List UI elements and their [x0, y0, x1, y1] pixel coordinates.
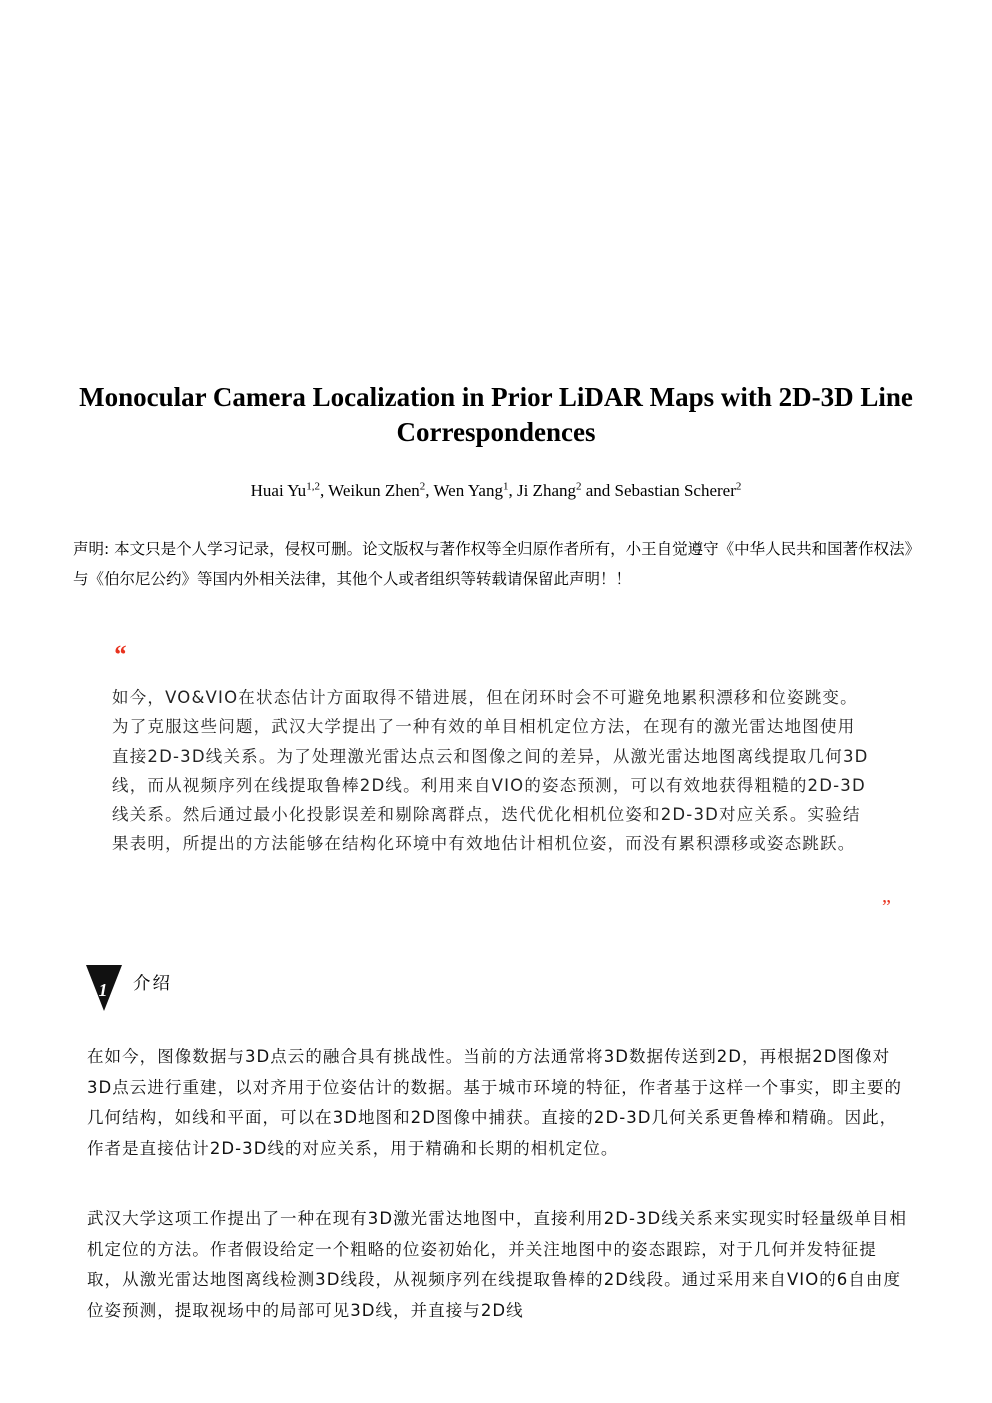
paper-title: Monocular Camera Localization in Prior LiDAR Maps with 2D-3D Line Correspondences	[79, 382, 913, 447]
quote-close-mark: ”	[882, 896, 891, 918]
section-title: 介绍	[133, 974, 172, 994]
abstract-quote: 如今，VO&VIO在状态估计方面取得不错进展，但在闭环时会不可避免地累积漂移和位姿跳变。为了克服这些问题，武汉大学提出了一种有效的单目相机定位方法，在现有的激光雷达地图使用直接2D-3D线关系。为了处理激光雷达点云和图像之间的差异，从激光雷达地图离线提取几何3D线，而从视频序列在线提取鲁棒2D线。利用来自VIO的姿态预测，可以有效地获得粗糙的2D-3D线关系。然后通过最小化投影误差和剔除离群点，迭代优化相机位姿和2D-3D对应关系。实验结果表明，所提出的方法能够在结构化环境中有效地估计相机位姿，而没有累积漂移或姿态跳跃。	[112, 688, 869, 854]
body-paragraph: 武汉大学这项工作提出了一种在现有3D激光雷达地图中，直接利用2D-3D线关系来实现实时轻量级单目相机定位的方法。作者假设给定一个粗略的位姿初始化，并关注地图中的姿态跟踪，对于几何并发特征提取，从激光雷达地图离线检测3D线段，从视频序列在线提取鲁棒的2D线段。通过采用来自VIO的6自由度位姿预测，提取视场中的局部可见3D线，并直接与2D线	[87, 1209, 908, 1320]
author-list	[60, 475, 932, 502]
author: Weikun Zhen$^2$,	[328, 480, 434, 500]
author: Huai Yu$^{1,2}$,	[250, 480, 329, 500]
author: Ji Zhang$^2$ and	[516, 480, 615, 500]
body-paragraph: 在如今，图像数据与3D点云的融合具有挑战性。当前的方法通常将3D数据传送到2D，再根据2D图像对3D点云进行重建，以对齐用于位姿估计的数据。基于城市环境的特征，作者基于这样一个事实，即主要的几何结构，如线和平面，可以在3D地图和2D图像中捕获。直接的2D-3D几何关系更鲁棒和精确。因此，作者是直接估计2D-3D线的对应关系，用于精确和长期的相机定位。	[87, 1047, 903, 1158]
section-number: 1	[98, 980, 108, 1000]
author: Wen Yang$^1$,	[433, 480, 517, 500]
quote-open-mark: “	[113, 640, 126, 669]
copyright-notice: 声明: 本文只是个人学习记录，侵权可删。论文版权与著作权等全归原作者所有，小王自觉遵守《中华人民共和国著作权法》与《伯尔尼公约》等国内外相关法律，其他个人或者组织等转载请保留此声明！！	[73, 540, 921, 588]
author: Sebastian Scherer$^2$	[614, 480, 742, 500]
